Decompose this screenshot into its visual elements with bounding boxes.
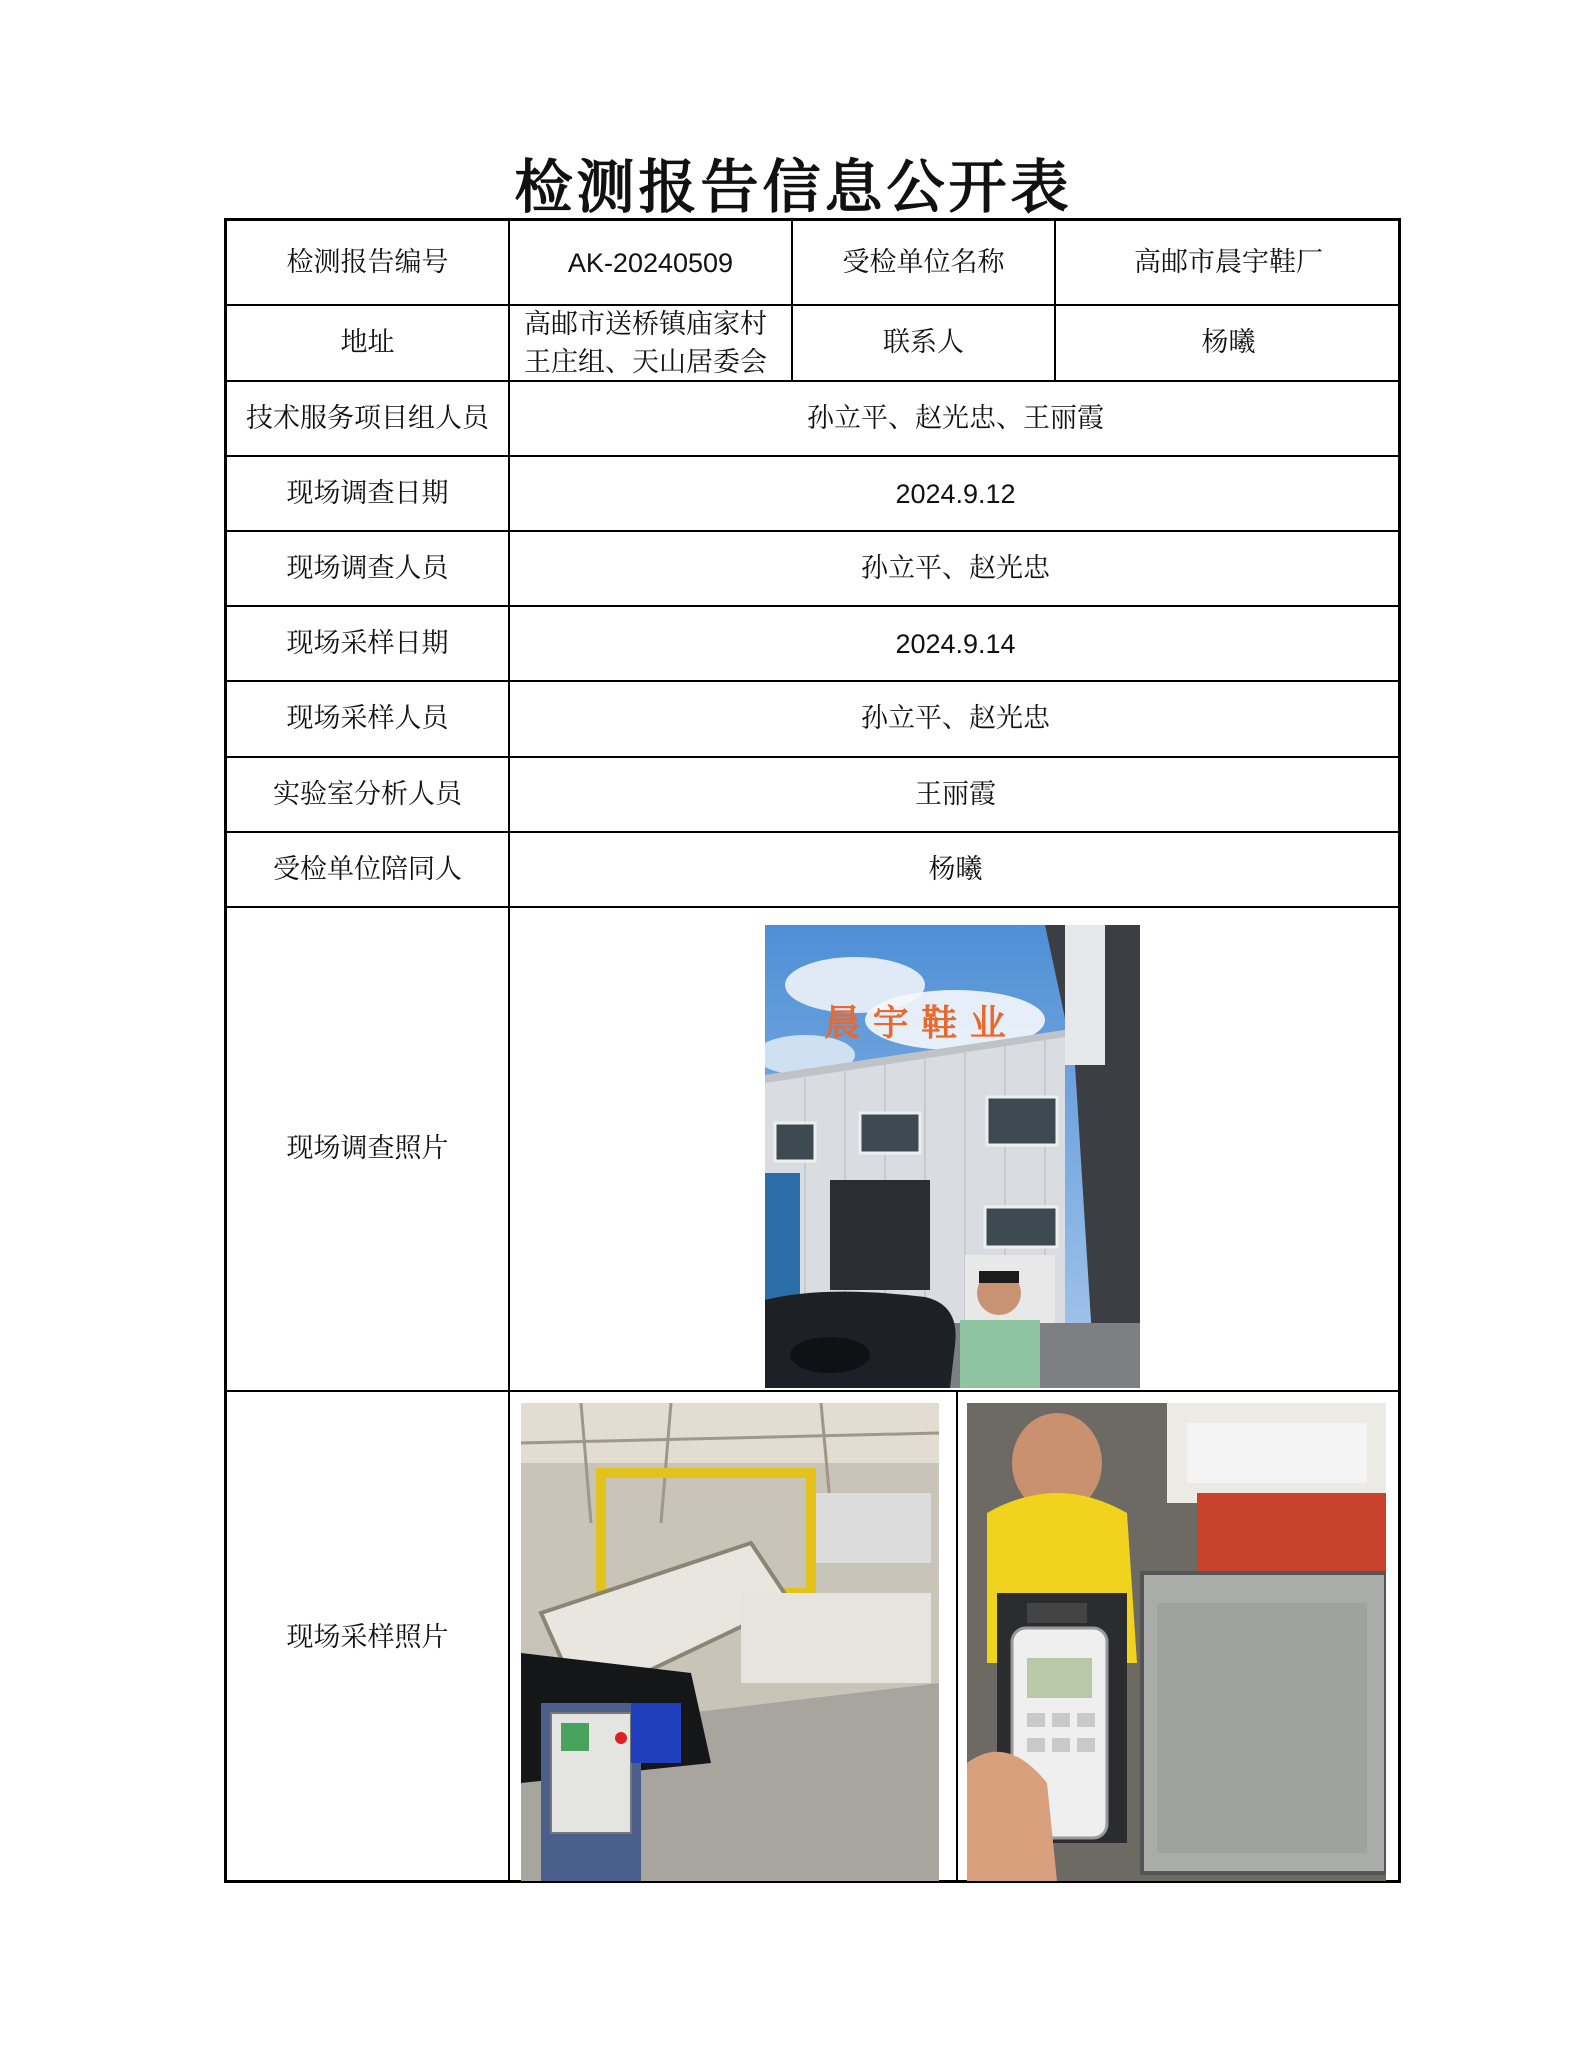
sampling-date-label: 现场采样日期	[227, 607, 510, 682]
team-label: 技术服务项目组人员	[227, 382, 510, 457]
sampling-date-value: 2024.9.14	[510, 607, 1401, 682]
address-line-2: 王庄组、天山居委会	[524, 347, 767, 378]
photo-divider	[956, 1392, 958, 1883]
survey-date-value: 2024.9.12	[510, 457, 1401, 532]
team-value: 孙立平、赵光忠、王丽霞	[510, 382, 1401, 457]
surveyors-value: 孙立平、赵光忠	[510, 532, 1401, 607]
report-no-label: 检测报告编号	[227, 221, 510, 306]
surveyors-label: 现场调查人员	[227, 532, 510, 607]
lab-value: 王丽霞	[510, 758, 1401, 833]
sampling-photo-label: 现场采样照片	[227, 1392, 510, 1883]
address-line-1: 高邮市送桥镇庙家村	[524, 309, 767, 340]
survey-photo	[765, 925, 1140, 1388]
building-sign-text: 晨 宇 鞋 业	[824, 1003, 1006, 1044]
address-value	[510, 306, 793, 382]
unit-value: 高邮市晨宇鞋厂	[1056, 221, 1401, 306]
address-label: 地址	[227, 306, 510, 382]
sampling-photo-2	[967, 1403, 1386, 1881]
survey-date-label: 现场调查日期	[227, 457, 510, 532]
escort-label: 受检单位陪同人	[227, 833, 510, 908]
samplers-value: 孙立平、赵光忠	[510, 682, 1401, 758]
sampling-photo-1	[521, 1403, 939, 1881]
contact-label: 联系人	[793, 306, 1056, 382]
lab-label: 实验室分析人员	[227, 758, 510, 833]
contact-value: 杨曦	[1056, 306, 1401, 382]
unit-label: 受检单位名称	[793, 221, 1056, 306]
samplers-label: 现场采样人员	[227, 682, 510, 758]
escort-value: 杨曦	[510, 833, 1401, 908]
page-title: 检测报告信息公开表	[514, 153, 1073, 221]
survey-photo-label: 现场调查照片	[227, 908, 510, 1392]
report-no-value: AK-20240509	[510, 221, 793, 306]
